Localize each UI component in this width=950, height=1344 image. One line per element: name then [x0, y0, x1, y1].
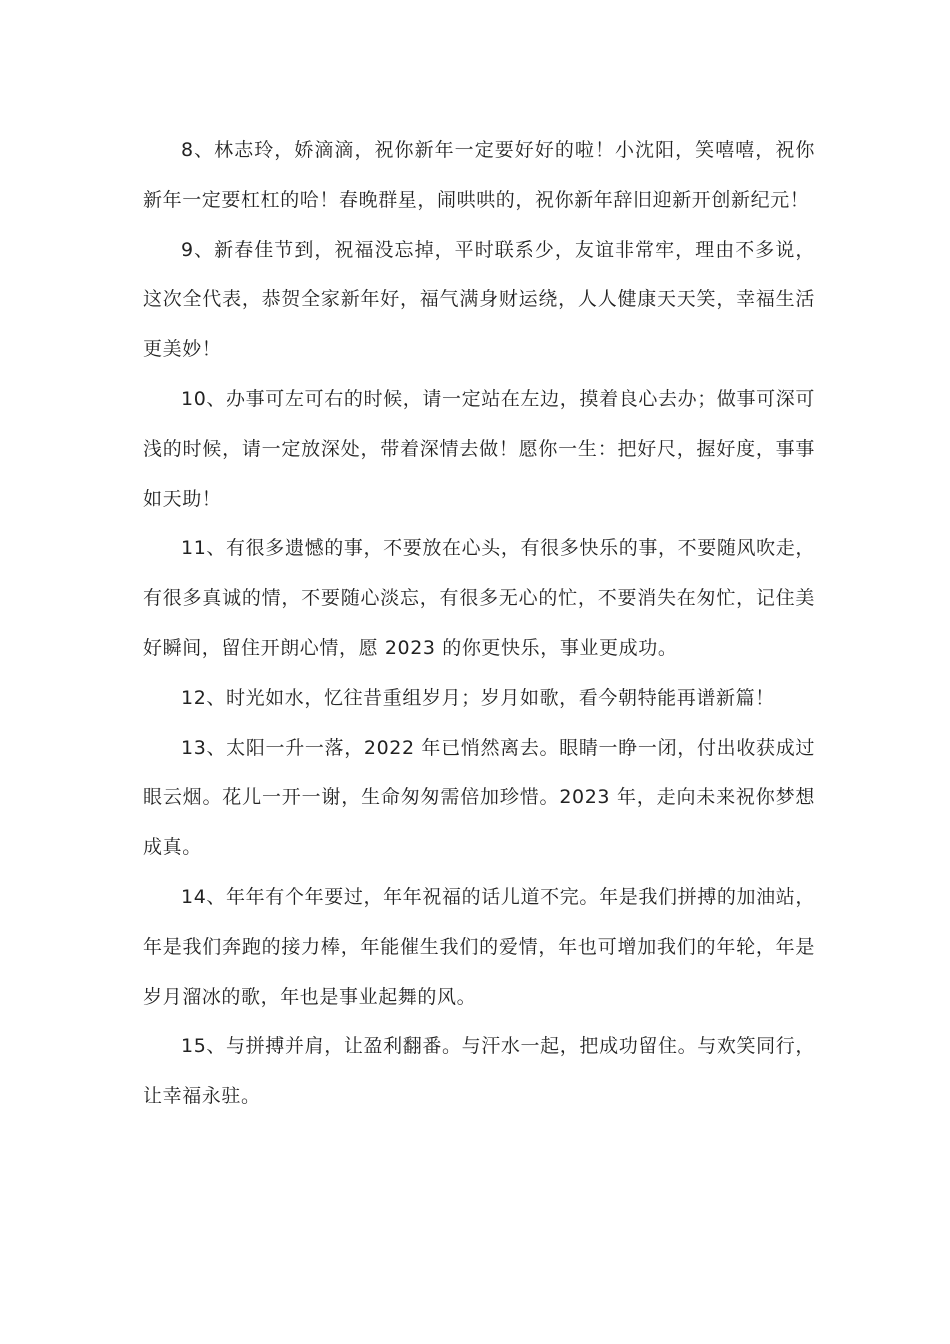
paragraph-10: 10、办事可左可右的时候，请一定站在左边，摸着良心去办；做事可深可浅的时候，请一定放深处，带着深情去做！愿你一生：把好尺，握好度，事事如天助！ — [143, 387, 815, 510]
document-body — [143, 126, 815, 1122]
paragraph-14: 14、年年有个年要过，年年祝福的话儿道不完。年是我们拼搏的加油站，年是我们奔跑的接力棒，年能催生我们的爱情，年也可增加我们的年轮，年是岁月溜冰的歌，年也是事业起舞的风。 — [143, 885, 815, 1008]
paragraph-11: 11、有很多遗憾的事，不要放在心头，有很多快乐的事，不要随风吹走，有很多真诚的情，不要随心淡忘，有很多无心的忙，不要消失在匆忙，记住美好瞬间，留住开朗心情，愿 2023 的你更快乐，事业更成功。 — [143, 537, 815, 659]
paragraph-13: 13、太阳一升一落，2022 年已悄然离去。眼睛一睁一闭，付出收获成过眼云烟。花儿一开一谢，生命匆匆需倍加珍惜。2023 年，走向未来祝你梦想成真。 — [143, 736, 815, 859]
paragraph-8: 8、林志玲，娇滴滴，祝你新年一定要好好的啦！小沈阳，笑嘻嘻，祝你新年一定要杠杠的哈！春晚群星，闹哄哄的，祝你新年辞旧迎新开创新纪元！ — [143, 139, 815, 211]
paragraph-9: 9、新春佳节到，祝福没忘掉，平时联系少，友谊非常牢，理由不多说，这次全代表，恭贺全家新年好，福气满身财运绕，人人健康天天笑，幸福生活更美妙！ — [143, 238, 815, 361]
paragraph-15: 15、与拼搏并肩，让盈利翻番。与汗水一起，把成功留住。与欢笑同行，让幸福永驻。 — [143, 1035, 815, 1108]
paragraph-12: 12、时光如水，忆往昔重组岁月；岁月如歌，看今朝特能再谱新篇！ — [181, 686, 775, 709]
